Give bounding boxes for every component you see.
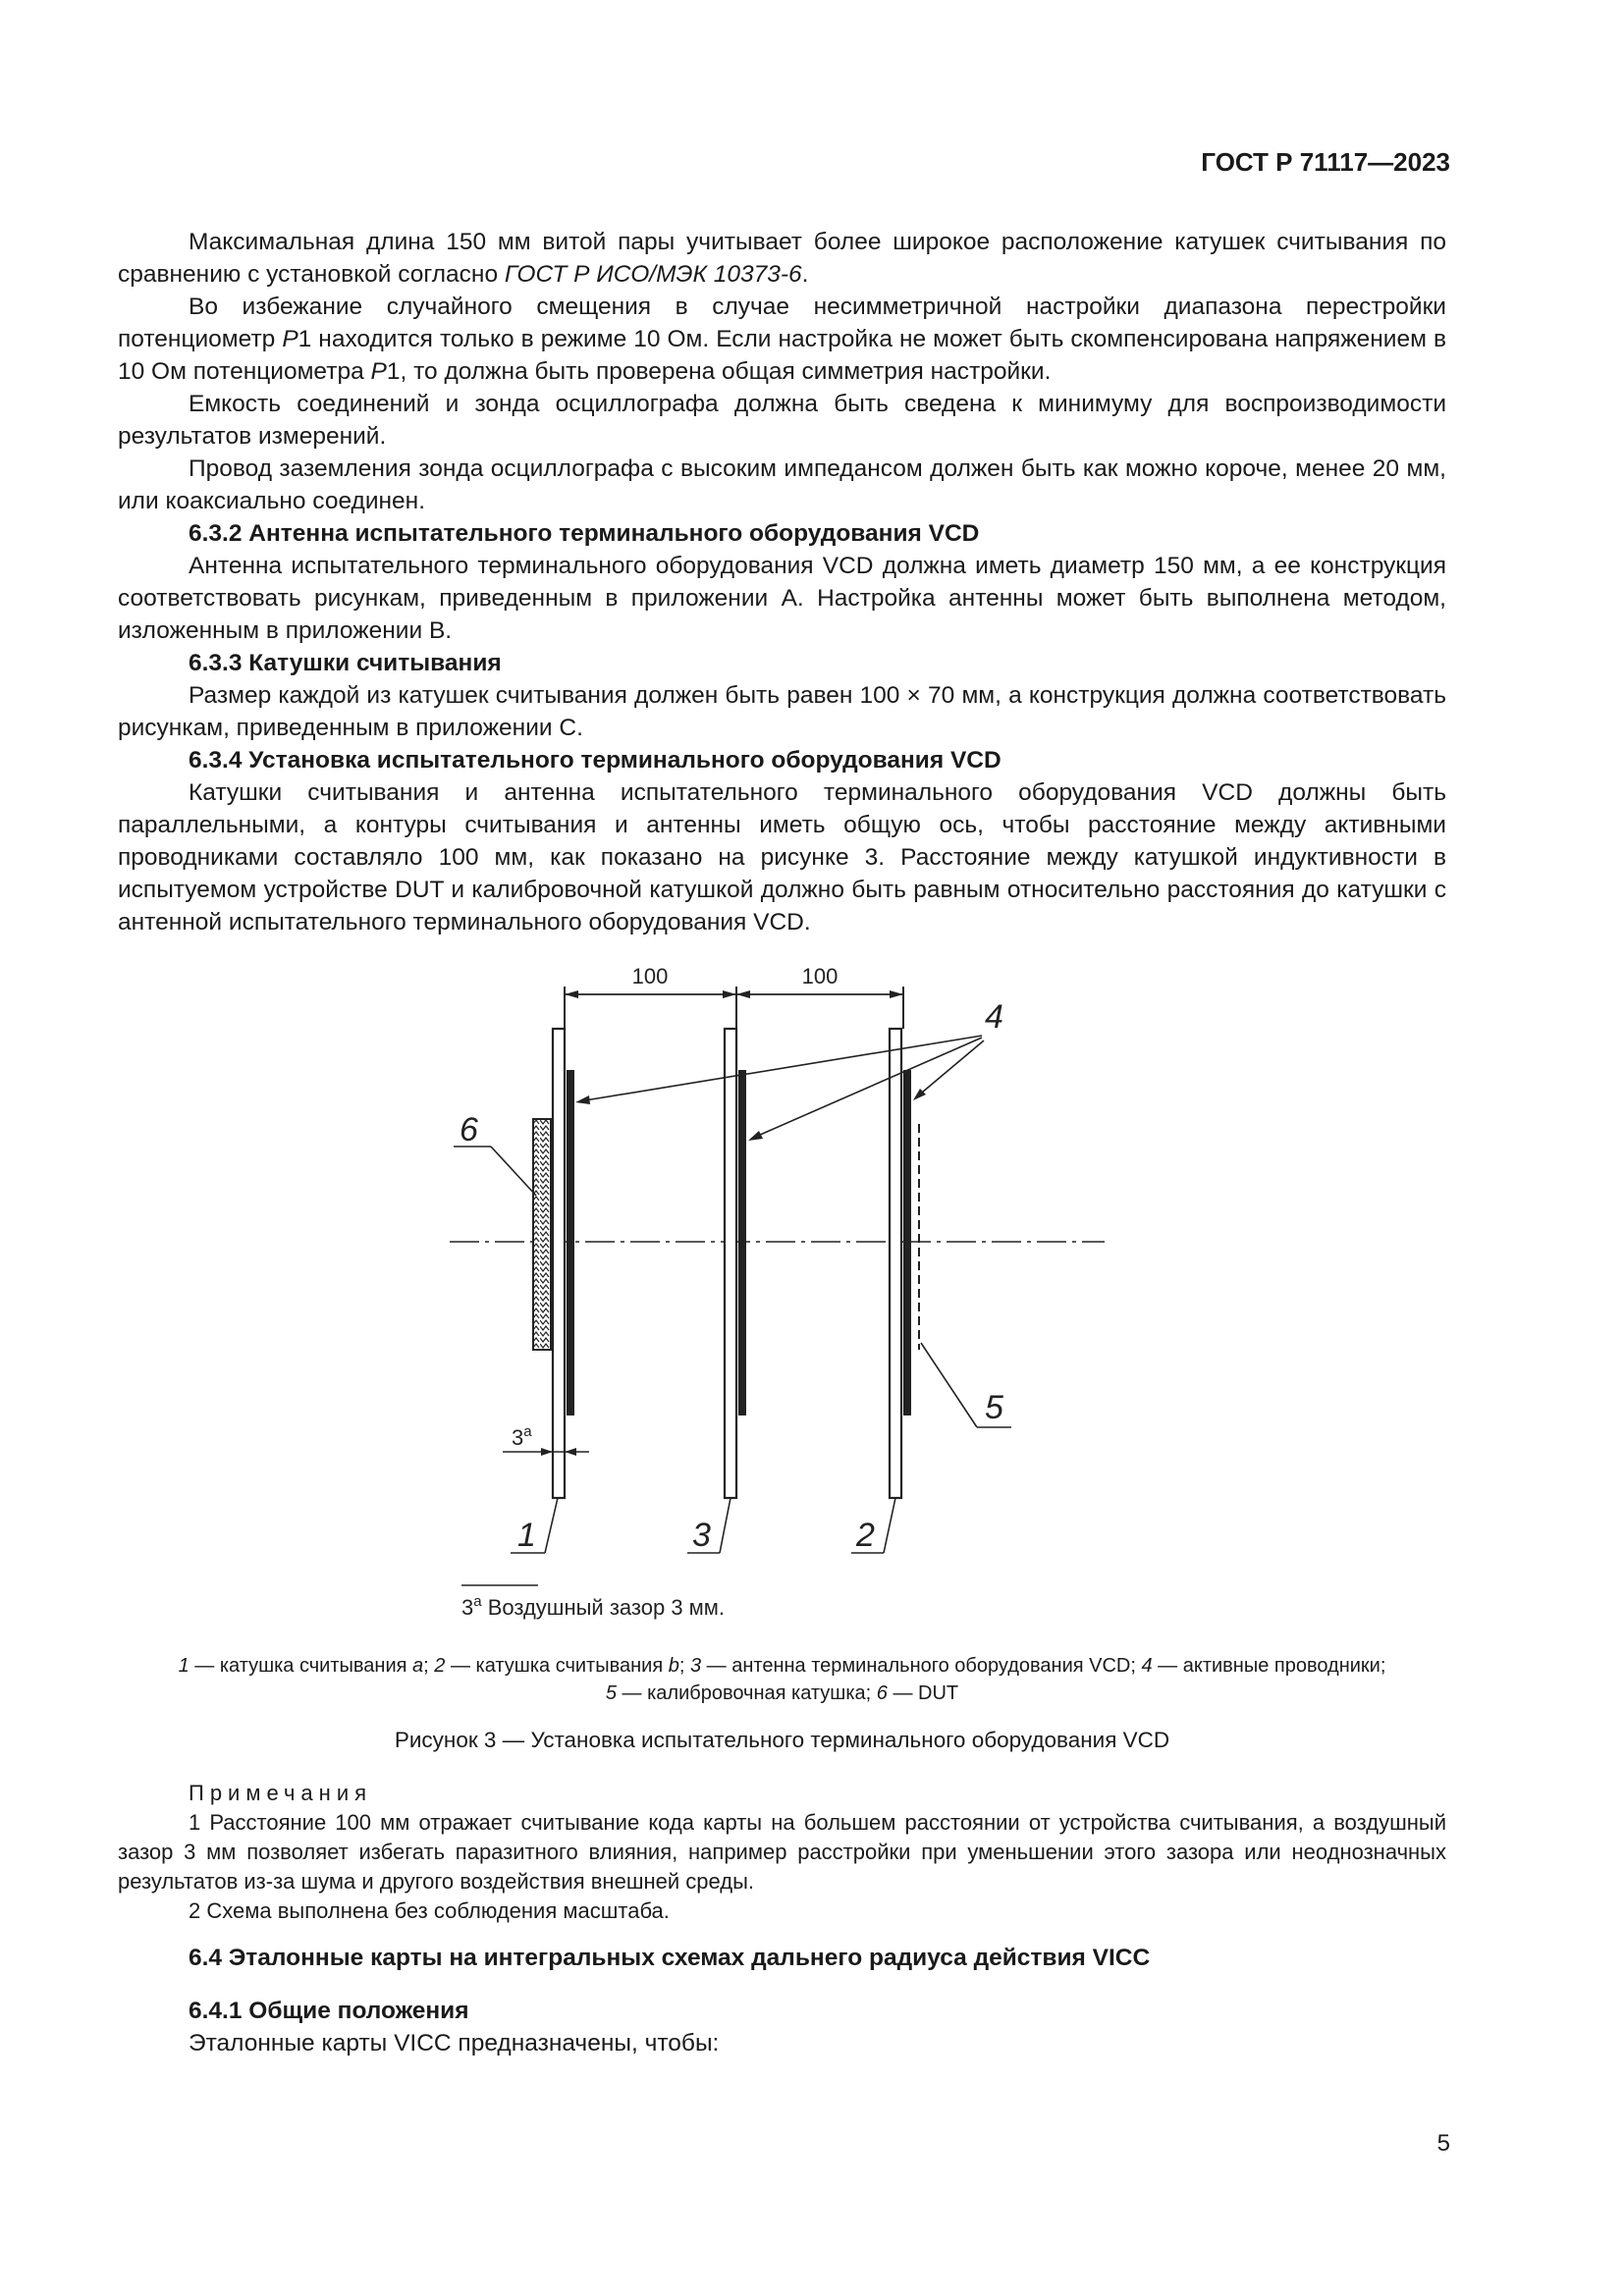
paragraph: Емкость соединений и зонда осциллографа должна быть сведена к минимуму для воспроизводимости результатов измерений.: [118, 391, 1446, 450]
body-text: [118, 226, 1446, 938]
figure-footnote: $3^а$ Воздушный зазор 3 мм.: [461, 1593, 726, 1620]
arrowhead: [736, 990, 750, 998]
arrowhead: [723, 990, 736, 998]
notes-title: Примечания: [189, 1781, 373, 1805]
paragraph: Максимальная длина 150 мм витой пары учитывает более широкое расположение катушек считывания по сравнению с установкой согласно ГОСТ Р ИСО/МЭК 10373-6.: [118, 229, 1446, 288]
arrowhead: [565, 990, 578, 998]
label-1: 1: [517, 1517, 536, 1554]
arrowhead: [541, 1448, 553, 1456]
coil-1-conductor: [567, 1070, 574, 1415]
section-heading: 6.3.2 Антенна испытательного терминального оборудования VCD: [189, 520, 980, 547]
section-6-4-1: [118, 1995, 1446, 2059]
note-item: 1 Расстояние 100 мм отражает считывание кода карты на большем расстоянии от устройства считывания, а воздушный зазор 3 мм позволяет избегать паразитного влияния, например расстройки при уменьшении этого зазора или неоднозначных результатов из-за шума и другого воздействия внешней среды.: [118, 1810, 1446, 1894]
dimension-label: 100: [801, 964, 839, 988]
paragraph: Провод заземления зонда осциллографа с высоким импедансом должен быть как можно короче, менее 20 мм, или коаксиально соединен.: [118, 455, 1446, 514]
label-4: 4: [985, 998, 1003, 1036]
leader-line: [916, 1041, 984, 1097]
figure-legend: 1 — катушка считывания a; 2 — катушка считывания b; 3 — антенна терминального оборудования VCD; 4 — активные проводники; 5 — калибровочная катушка; 6 — DUT: [178, 1655, 1386, 1704]
paragraph: Антенна испытательного терминального оборудования VCD должна иметь диаметр 150 мм, а ее конструкция соответствовать рисункам, приведенным в приложении А. Настройка антенны может быть выполнена методом, изложенным в приложении В.: [118, 553, 1446, 644]
label-3: 3: [692, 1517, 711, 1554]
coil-2-board: [890, 1029, 901, 1498]
label-6: 6: [460, 1111, 478, 1148]
figure-3-diagram: [432, 952, 1119, 1639]
section-heading: 6.3.3 Катушки считывания: [189, 650, 502, 676]
dimension-label: 100: [631, 964, 669, 988]
coil-2-conductor: [903, 1070, 911, 1415]
document-id: ГОСТ Р 71117—2023: [1201, 147, 1450, 177]
note-item: 2 Схема выполнена без соблюдения масштаба.: [189, 1898, 670, 1923]
leader-line: [921, 1343, 977, 1427]
figure-caption: Рисунок 3 — Установка испытательного терминального оборудования VCD: [394, 1728, 1170, 1752]
coil-1-board: [553, 1029, 565, 1498]
leader-line: [751, 1038, 982, 1139]
paragraph: Во избежание случайного смещения в случае несимметричной настройки диапазона перестройки потенциометр P1 находится только в режиме 10 Ом. Если настройка не может быть скомпенсирована напряжением в 10 Ом потенциометра P1, то должна быть проверена общая симметрия настройки.: [118, 294, 1446, 385]
coil-3-conductor: [738, 1070, 746, 1415]
label-5: 5: [985, 1389, 1003, 1426]
page-number: 5: [1436, 2130, 1450, 2157]
label-2: 2: [856, 1517, 875, 1554]
standard-reference: ГОСТ Р ИСО/МЭК 10373-6: [504, 261, 802, 288]
leader-line: [545, 1498, 558, 1553]
arrowhead: [565, 1448, 576, 1456]
leader-line: [720, 1498, 731, 1553]
arrowhead: [748, 1131, 763, 1141]
section-heading: 6.3.4 Установка испытательного терминального оборудования VCD: [189, 747, 1001, 774]
paragraph: Размер каждой из катушек считывания должен быть равен 100 × 70 мм, а конструкция должна соответствовать рисункам, приведенным в приложении С.: [118, 682, 1446, 741]
gap-label: $3^а$: [512, 1423, 532, 1450]
section-heading: 6.4.1 Общие положения: [189, 1998, 469, 2024]
coil-3-antenna-board: [725, 1029, 736, 1498]
leader-line: [491, 1147, 536, 1196]
arrowhead: [890, 990, 903, 998]
section-6-4: [118, 1942, 1446, 1974]
notes-block: [118, 1779, 1446, 1926]
arrowhead: [575, 1095, 590, 1104]
paragraph: Эталонные карты VICC предназначены, чтобы:: [189, 2030, 720, 2056]
paragraph: Катушки считывания и антенна испытательного терминального оборудования VCD должны быть параллельными, а контуры считывания и антенны иметь общую ось, чтобы расстояние между активными проводниками составляло 100 мм, как показано на рисунке 3. Расстояние между катушкой индуктивности в испытуемом устройстве DUT и калибровочной катушкой должно быть равным относительно расстояния до катушки с антенной испытательного терминального оборудования VCD.: [118, 779, 1446, 935]
dut-card: [533, 1119, 551, 1350]
section-heading: 6.4 Эталонные карты на интегральных схемах дальнего радиуса действия VICC: [189, 1945, 1151, 1971]
leader-line: [884, 1498, 895, 1553]
